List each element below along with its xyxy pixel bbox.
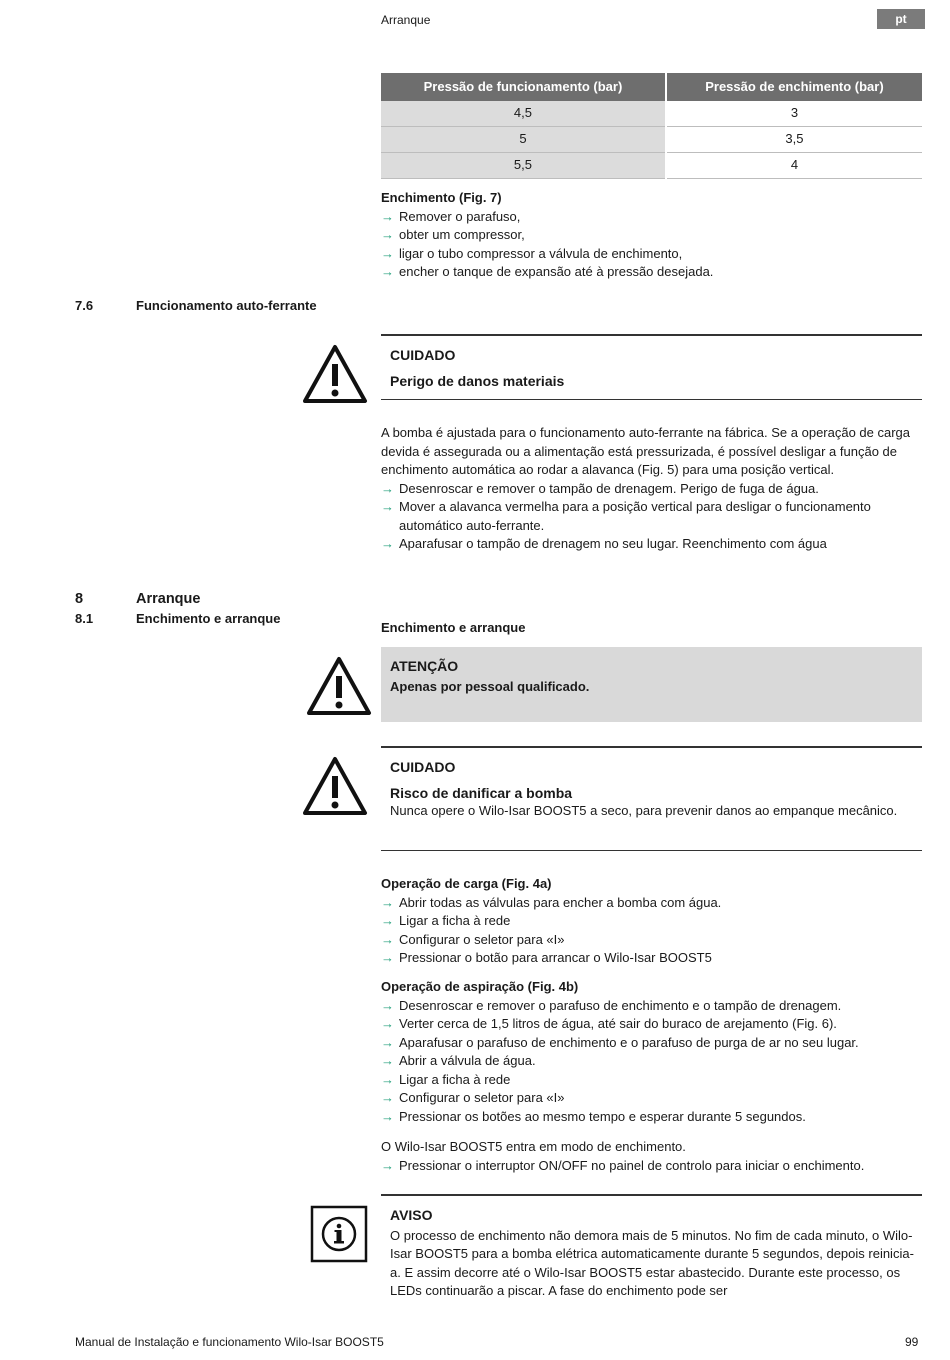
section-number: 8.1 xyxy=(75,611,94,626)
filling-block xyxy=(381,189,922,282)
arrow-right-icon: → xyxy=(381,913,394,928)
caution-box-2 xyxy=(390,758,915,821)
language-badge: pt xyxy=(877,9,925,29)
signal-word: CUIDADO xyxy=(390,759,456,775)
table-cell: 3,5 xyxy=(666,127,922,153)
signal-word: CUIDADO xyxy=(390,347,456,363)
arrow-right-icon: → xyxy=(381,950,394,965)
list-item: → Aparafusar o parafuso de enchimento e o parafuso de purga de ar no seu lugar. xyxy=(381,1034,922,1053)
signal-word: ATENÇÃO xyxy=(390,658,459,674)
arrow-right-icon: → xyxy=(381,1090,394,1105)
caution-message: Nunca opere o Wilo-Isar BOOST5 a seco, para prevenir danos ao empanque mecânico. xyxy=(390,803,898,818)
list-item: → Configurar o seletor para «I» xyxy=(381,931,922,950)
divider xyxy=(381,850,922,851)
arrow-right-icon: → xyxy=(381,1016,394,1031)
signal-subtitle: Risco de danificar a bomba xyxy=(390,784,573,801)
arrow-right-icon: → xyxy=(381,245,394,261)
page-number: 99 xyxy=(905,1335,919,1349)
filling-title: Enchimento (Fig. 7) xyxy=(381,190,502,205)
pressure-table xyxy=(381,73,922,179)
arrow-right-icon: → xyxy=(381,264,394,279)
filling-mode-block xyxy=(381,1138,922,1175)
table-cell: 4,5 xyxy=(381,101,666,127)
table-row xyxy=(381,153,922,179)
warning-triangle-icon xyxy=(306,656,372,716)
list-item: → Pressionar os botões ao mesmo tempo e esperar durante 5 segundos. xyxy=(381,1108,922,1127)
arrow-right-icon: → xyxy=(381,1053,394,1068)
arrow-right-icon: → xyxy=(381,499,394,514)
divider xyxy=(381,1194,922,1196)
arrow-right-icon: → xyxy=(381,208,394,224)
table-header-working-pressure: Pressão de funcionamento (bar) xyxy=(381,73,666,101)
table-cell: 3 xyxy=(666,101,922,127)
attention-text xyxy=(390,657,915,696)
list-item: → Aparafusar o tampão de drenagem no seu lugar. Reenchimento com água xyxy=(381,535,922,554)
section-title: Arranque xyxy=(136,591,201,607)
list-item: → Verter cerca de 1,5 litros de água, até sair do buraco de arejamento (Fig. 6). xyxy=(381,1015,922,1034)
suction-operation-block xyxy=(381,978,922,1126)
table-row xyxy=(381,127,922,153)
arrow-right-icon: → xyxy=(381,227,394,242)
attention-message: Apenas por pessoal qualificado. xyxy=(390,678,590,694)
section-number: 8 xyxy=(75,591,84,607)
paragraph: O Wilo-Isar BOOST5 entra em modo de enchimento. xyxy=(381,1139,686,1154)
list-item: → Configurar o seletor para «I» xyxy=(381,1089,922,1108)
arrow-right-icon: → xyxy=(381,1157,394,1173)
caution-box-1 xyxy=(390,346,915,390)
list-item: → Ligar a ficha à rede xyxy=(381,1071,922,1090)
list-item: → Remover o parafuso, xyxy=(381,208,922,227)
list-item: → Pressionar o botão para arrancar o Wilo-Isar BOOST5 xyxy=(381,949,922,968)
table-header-filling-pressure: Pressão de enchimento (bar) xyxy=(666,73,922,101)
signal-subtitle: Perigo de danos materiais xyxy=(390,372,565,389)
arrow-right-icon: → xyxy=(381,894,394,910)
list-item: → Desenroscar e remover o tampão de drenagem. Perigo de fuga de água. xyxy=(381,480,922,499)
section-title: Enchimento e arranque xyxy=(136,611,281,626)
divider xyxy=(381,399,922,400)
notice-message: O processo de enchimento não demora mais de 5 minutos. No fim de cada minuto, o Wilo-Isar BOOST5 para a bomba elétrica automaticamente durante 5 segundos, depois reinicia-a. E assim decorre até o Wilo-Isar BOOST5 estar abastecido. Durante este processo, os LEDs continuarão a piscar. A fase do enchimento pode ser xyxy=(390,1227,914,1298)
info-icon xyxy=(310,1205,368,1263)
list-item: → ligar o tubo compressor a válvula de enchimento, xyxy=(381,245,922,264)
list-item: → Pressionar o interruptor ON/OFF no painel de controlo para iniciar o enchimento. xyxy=(381,1157,922,1176)
list-item: → Abrir a válvula de água. xyxy=(381,1052,922,1071)
list-item: → Abrir todas as válvulas para encher a bomba com água. xyxy=(381,894,922,913)
warning-triangle-icon xyxy=(302,344,368,404)
divider xyxy=(381,334,922,336)
suction-operation-title: Operação de aspiração (Fig. 4b) xyxy=(381,979,579,994)
arrow-right-icon: → xyxy=(381,997,394,1013)
warning-triangle-icon xyxy=(302,756,368,816)
table-cell: 5,5 xyxy=(381,153,666,179)
load-operation-title: Operação de carga (Fig. 4a) xyxy=(381,876,552,891)
divider xyxy=(381,746,922,748)
notice-box xyxy=(390,1206,915,1301)
section-number: 7.6 xyxy=(75,298,94,313)
list-item: → obter um compressor, xyxy=(381,226,922,245)
table-row xyxy=(381,101,922,127)
table-cell: 4 xyxy=(666,153,922,179)
signal-word: AVISO xyxy=(390,1207,433,1223)
arrow-right-icon: → xyxy=(381,480,394,496)
list-item: → Desenroscar e remover o parafuso de enchimento e o tampão de drenagem. xyxy=(381,997,922,1016)
arrow-right-icon: → xyxy=(381,1108,394,1124)
self-priming-block xyxy=(381,424,922,554)
list-item: → encher o tanque de expansão até à pressão desejada. xyxy=(381,263,922,282)
arrow-right-icon: → xyxy=(381,1034,394,1050)
arrow-right-icon: → xyxy=(381,1071,394,1087)
arrow-right-icon: → xyxy=(381,536,394,551)
paragraph: A bomba é ajustada para o funcionamento auto-ferrante na fábrica. Se a operação de carga devida é assegurada ou a alimentação está pressurizada, é possível desligar a função de enchimento automática ao rodar a alavanca (Fig. 5) para uma posição vertical. xyxy=(381,425,911,477)
startup-heading: Enchimento e arranque xyxy=(381,620,526,635)
footer-manual-title: Manual de Instalação e funcionamento Wilo-Isar BOOST5 xyxy=(75,1335,384,1349)
list-item: → Mover a alavanca vermelha para a posição vertical para desligar o funcionamento automático auto-ferrante. xyxy=(381,499,871,533)
table-cell: 5 xyxy=(381,127,666,153)
section-title: Funcionamento auto-ferrante xyxy=(136,298,317,313)
header-section-title: Arranque xyxy=(381,13,431,27)
arrow-right-icon: → xyxy=(381,931,394,947)
list-item: → Ligar a ficha à rede xyxy=(381,912,922,931)
load-operation-block xyxy=(381,875,922,968)
